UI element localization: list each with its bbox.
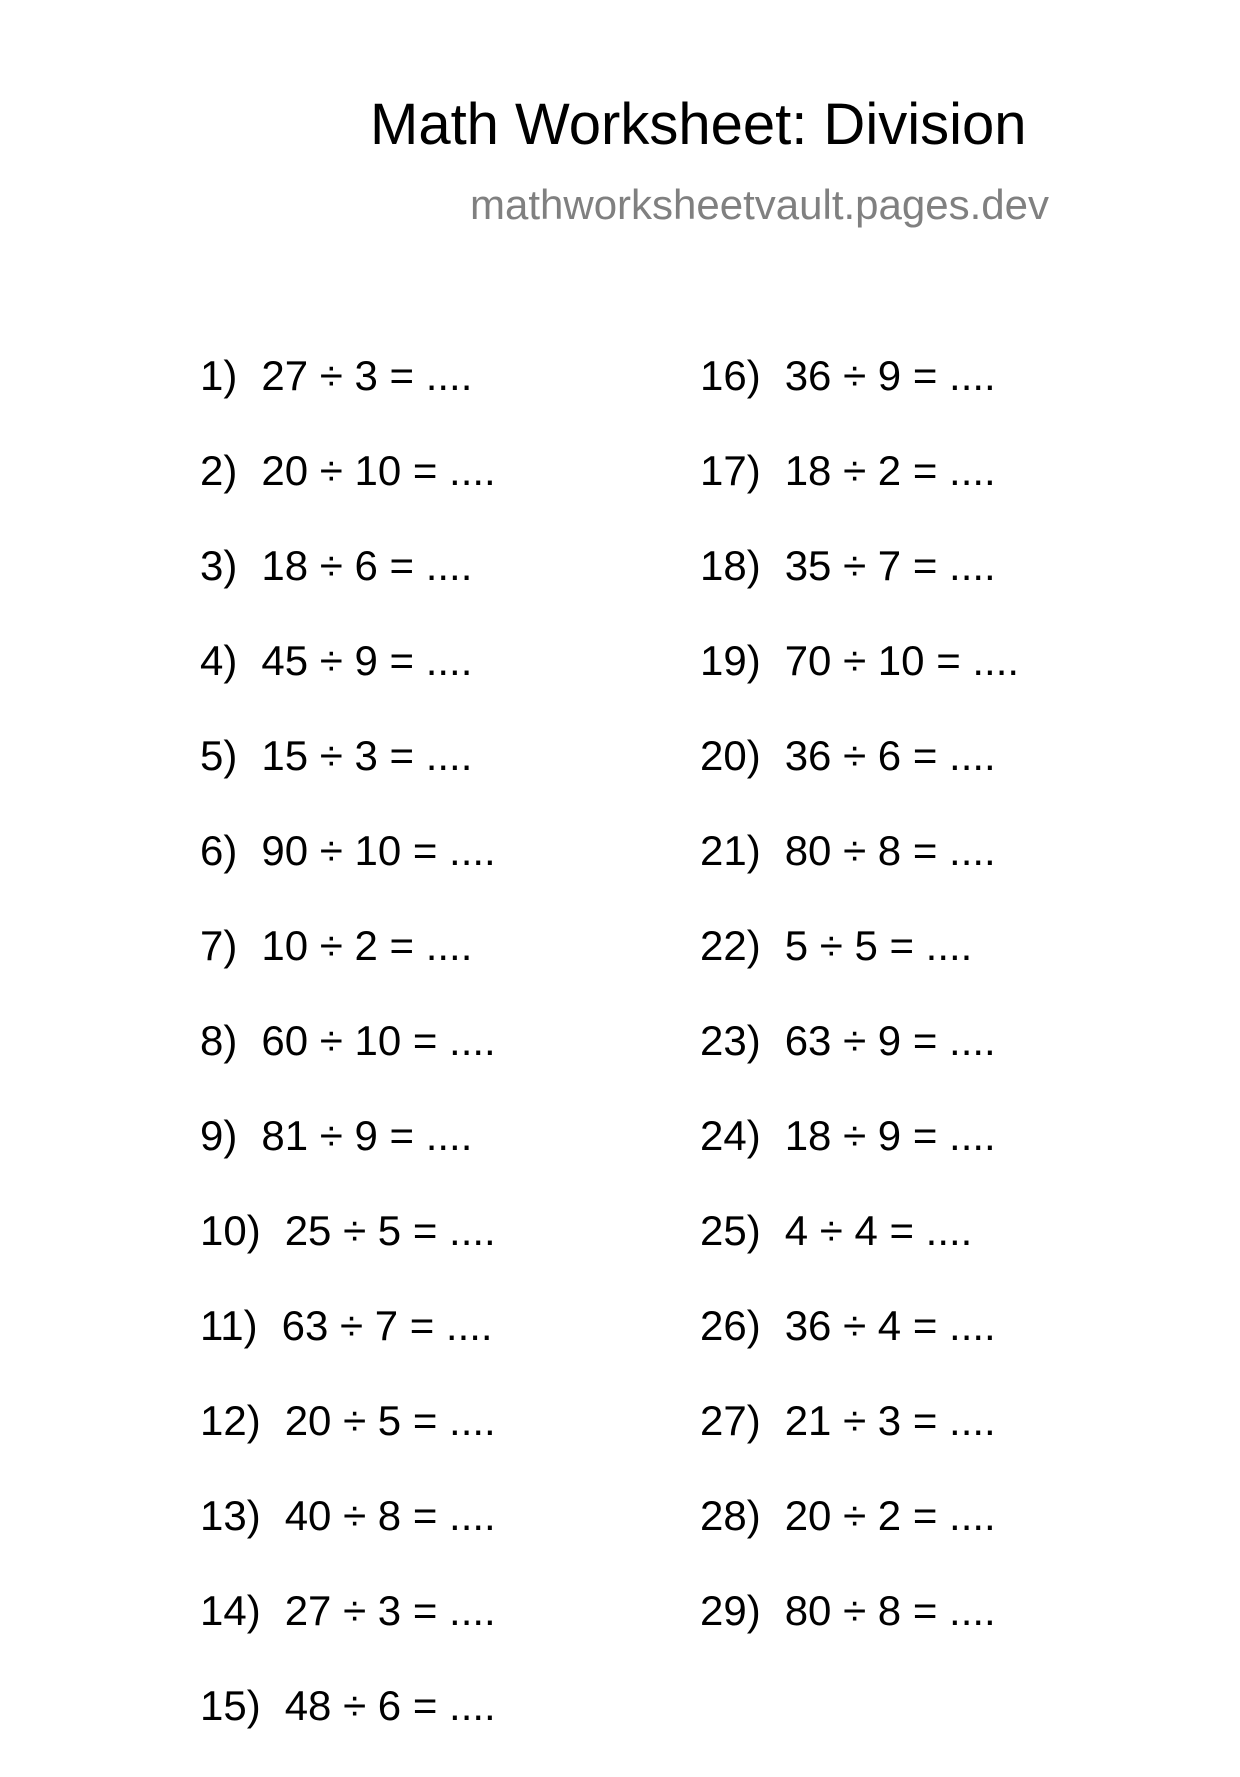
problem-item bbox=[700, 352, 1019, 447]
problem-item bbox=[200, 922, 496, 1017]
problem-item bbox=[200, 1682, 496, 1777]
problem-item bbox=[700, 1302, 1019, 1397]
problem-item bbox=[700, 637, 1019, 732]
problem-expression: 20 ÷ 5 = .... bbox=[284, 1397, 496, 1444]
problem-item bbox=[200, 1112, 496, 1207]
problem-expression: 4 ÷ 4 = .... bbox=[784, 1207, 973, 1254]
problem-number: 23) bbox=[700, 1017, 761, 1064]
problem-expression: 27 ÷ 3 = .... bbox=[284, 1587, 496, 1634]
problem-expression: 36 ÷ 4 = .... bbox=[784, 1302, 996, 1349]
problem-item bbox=[700, 542, 1019, 637]
problem-expression: 45 ÷ 9 = .... bbox=[261, 637, 473, 684]
problem-number: 8) bbox=[200, 1017, 238, 1064]
problem-expression: 5 ÷ 5 = .... bbox=[784, 922, 973, 969]
problem-number: 4) bbox=[200, 637, 238, 684]
problem-number: 6) bbox=[200, 827, 238, 874]
problem-expression: 36 ÷ 6 = .... bbox=[784, 732, 996, 779]
problem-expression: 18 ÷ 9 = .... bbox=[784, 1112, 996, 1159]
problem-expression: 27 ÷ 3 = .... bbox=[261, 352, 473, 399]
problem-item bbox=[200, 1492, 496, 1587]
problem-expression: 35 ÷ 7 = .... bbox=[784, 542, 996, 589]
problem-expression: 48 ÷ 6 = .... bbox=[284, 1682, 496, 1729]
problem-item bbox=[700, 1397, 1019, 1492]
problem-number: 17) bbox=[700, 447, 761, 494]
problem-expression: 18 ÷ 2 = .... bbox=[784, 447, 996, 494]
problem-number: 14) bbox=[200, 1587, 261, 1634]
problem-number: 26) bbox=[700, 1302, 761, 1349]
problem-number: 13) bbox=[200, 1492, 261, 1539]
problem-expression: 18 ÷ 6 = .... bbox=[261, 542, 473, 589]
problem-expression: 63 ÷ 7 = .... bbox=[281, 1302, 493, 1349]
problem-item bbox=[700, 1017, 1019, 1112]
problem-number: 11) bbox=[200, 1302, 258, 1349]
problem-column-right bbox=[700, 352, 1019, 1682]
problem-number: 21) bbox=[700, 827, 761, 874]
problem-expression: 80 ÷ 8 = .... bbox=[784, 827, 996, 874]
problem-item bbox=[700, 1492, 1019, 1587]
problem-expression: 70 ÷ 10 = .... bbox=[784, 637, 1020, 684]
site-url: mathworksheetvault.pages.dev bbox=[470, 181, 1049, 228]
problem-number: 12) bbox=[200, 1397, 261, 1444]
problem-item bbox=[200, 447, 496, 542]
problem-number: 18) bbox=[700, 542, 761, 589]
problem-item bbox=[700, 1112, 1019, 1207]
problem-number: 29) bbox=[700, 1587, 761, 1634]
problem-item bbox=[200, 1397, 496, 1492]
problem-expression: 36 ÷ 9 = .... bbox=[784, 352, 996, 399]
problem-item bbox=[200, 1017, 496, 1112]
problem-number: 28) bbox=[700, 1492, 761, 1539]
problem-expression: 63 ÷ 9 = .... bbox=[784, 1017, 996, 1064]
problem-expression: 20 ÷ 2 = .... bbox=[784, 1492, 996, 1539]
problem-number: 2) bbox=[200, 447, 238, 494]
problem-item bbox=[200, 352, 496, 447]
problem-number: 9) bbox=[200, 1112, 238, 1159]
problem-number: 24) bbox=[700, 1112, 761, 1159]
problem-expression: 21 ÷ 3 = .... bbox=[784, 1397, 996, 1444]
problem-number: 16) bbox=[700, 352, 761, 399]
problem-item bbox=[200, 637, 496, 732]
problem-number: 15) bbox=[200, 1682, 261, 1729]
problem-item bbox=[700, 1587, 1019, 1682]
problem-expression: 60 ÷ 10 = .... bbox=[261, 1017, 496, 1064]
problem-number: 10) bbox=[200, 1207, 261, 1254]
problem-item bbox=[700, 922, 1019, 1017]
problem-expression: 15 ÷ 3 = .... bbox=[261, 732, 473, 779]
problem-item bbox=[700, 732, 1019, 827]
problem-item bbox=[700, 1207, 1019, 1302]
problem-column-left bbox=[200, 352, 496, 1777]
problem-number: 5) bbox=[200, 732, 238, 779]
page-title: Math Worksheet: Division bbox=[370, 92, 1027, 157]
problem-expression: 81 ÷ 9 = .... bbox=[261, 1112, 473, 1159]
problem-number: 20) bbox=[700, 732, 761, 779]
problem-number: 19) bbox=[700, 637, 761, 684]
problem-expression: 40 ÷ 8 = .... bbox=[284, 1492, 496, 1539]
problem-expression: 25 ÷ 5 = .... bbox=[284, 1207, 496, 1254]
problem-expression: 10 ÷ 2 = .... bbox=[261, 922, 473, 969]
problem-number: 1) bbox=[200, 352, 238, 399]
problem-item bbox=[200, 542, 496, 637]
problem-number: 7) bbox=[200, 922, 238, 969]
problem-item bbox=[700, 447, 1019, 542]
problem-item bbox=[200, 1302, 496, 1397]
problem-item bbox=[700, 827, 1019, 922]
problem-item bbox=[200, 827, 496, 922]
problem-expression: 20 ÷ 10 = .... bbox=[261, 447, 496, 494]
problem-expression: 80 ÷ 8 = .... bbox=[784, 1587, 996, 1634]
problem-number: 3) bbox=[200, 542, 238, 589]
problem-item bbox=[200, 1207, 496, 1302]
problem-number: 22) bbox=[700, 922, 761, 969]
problem-item bbox=[200, 732, 496, 827]
problem-expression: 90 ÷ 10 = .... bbox=[261, 827, 496, 874]
problem-number: 25) bbox=[700, 1207, 761, 1254]
problem-item bbox=[200, 1587, 496, 1682]
problem-number: 27) bbox=[700, 1397, 761, 1444]
